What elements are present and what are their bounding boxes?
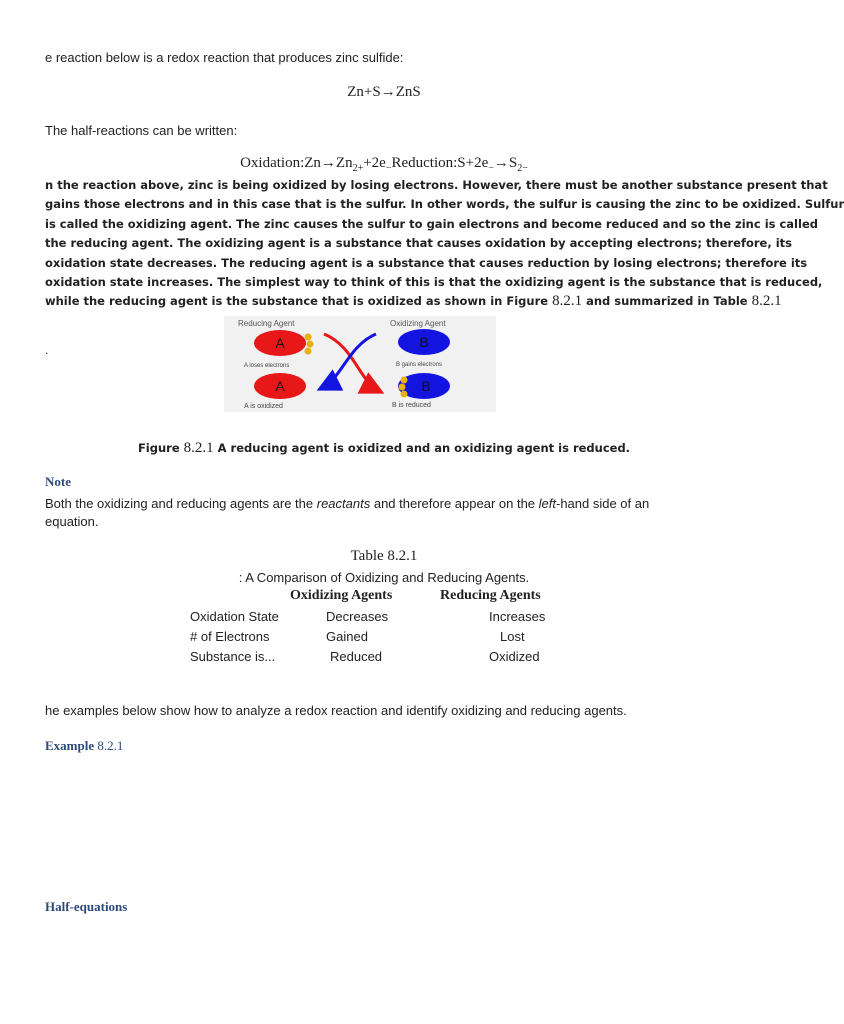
electron-icon: [305, 348, 312, 355]
electron-icon: [401, 377, 408, 384]
paragraph-line: the reducing agent. The oxidizing agent is a substance that causes oxidation by accepting electrons; therefore, its: [45, 236, 792, 251]
paragraph-line: oxidation state increases. The simplest way to think of this is that the oxidizing agent is the substance that is reduced,: [45, 275, 823, 290]
note-emphasis: reactants: [316, 496, 371, 511]
table-reference[interactable]: 8.2.1: [751, 293, 782, 310]
paragraph-line: n the reaction above, zinc is being oxidized by losing electrons. However, there must be another substance present that: [45, 178, 828, 192]
note-heading: Note: [45, 474, 71, 489]
eq2-sup-c: −: [488, 163, 494, 174]
note-text: and therefore appear on the: [370, 496, 539, 511]
note-body: [45, 495, 649, 531]
b-is-reduced-label: B is reduced: [392, 402, 431, 409]
table-header-oxidizing: Oxidizing Agents: [290, 588, 393, 603]
equation-zinc-sulfide: Zn+S→ZnS: [347, 84, 421, 100]
table-cell: Oxidized: [489, 649, 540, 664]
electron-icon: [399, 384, 406, 391]
paragraph-line: gains those electrons and in this case that is the sulfur. In other words, the sulfur is causing the zinc to be oxidized. Sulfur: [45, 197, 844, 212]
table-cell: Reduced: [330, 649, 383, 664]
paragraph-line: is called the oxidizing agent. The zinc causes the sulfur to gain electrons and become reduced and so the zinc is called: [45, 216, 818, 231]
eq2-part-c: Reduction:S+2e: [391, 155, 489, 171]
note-emphasis: left: [538, 496, 556, 511]
electron-icon: [307, 341, 314, 348]
table-row-label: Substance is...: [190, 649, 276, 664]
table-cell: Increases: [489, 609, 546, 624]
caption-text: A reducing agent is oxidized and an oxidizing agent is reduced.: [213, 441, 631, 455]
oxidizing-agent-label: Oxidizing Agent: [390, 319, 446, 328]
a-is-oxidized-label: A is oxidized: [244, 403, 283, 410]
redox-figure: [224, 316, 496, 412]
note-line: equation.: [45, 514, 99, 529]
table-cell: Decreases: [326, 609, 389, 624]
table-title: Table 8.2.1: [350, 548, 418, 564]
eq2-sub-d: 2−: [517, 163, 528, 174]
half-reactions-intro: The half-reactions can be written:: [45, 123, 238, 138]
b-gains-electrons-label: B gains electrons: [396, 362, 443, 368]
examples-intro: he examples below show how to analyze a redox reaction and identify oxidizing and reducing agents.: [45, 703, 627, 718]
paragraph-line-text: while the reducing agent is the substance that is oxidized as shown in Figure: [45, 294, 553, 309]
table-cell: Lost: [500, 629, 525, 644]
example-number: 8.2.1: [97, 738, 124, 753]
oxidizing-agent-b-letter: B: [419, 334, 429, 350]
caption-number: 8.2.1: [183, 440, 214, 456]
eq2-part-a: Oxidation:Zn→Zn: [240, 155, 353, 171]
paragraph-line: oxidation state decreases. The reducing agent is a substance that causes reduction by losing electrons; therefore its: [45, 255, 808, 270]
redox-diagram: [224, 316, 496, 412]
eq2-sup-a: 2+: [352, 163, 364, 174]
table-cell: Gained: [326, 629, 368, 644]
paragraph-line-text: and summarized in Table: [582, 294, 752, 309]
note-text: Both the oxidizing and reducing agents are the: [45, 496, 317, 511]
reduced-b-letter: B: [421, 378, 431, 394]
reducing-agent-a-letter: A: [275, 335, 285, 351]
table-header-reducing: Reducing Agents: [440, 588, 541, 603]
example-label: Example: [45, 738, 98, 753]
figure-caption: [0, 440, 768, 457]
electron-icon: [401, 391, 408, 398]
note-text: -hand side of an: [555, 496, 650, 511]
oxidized-a-letter: A: [275, 378, 285, 394]
eq2-part-d: →S: [493, 155, 518, 171]
red-transfer-arrow: [324, 334, 379, 391]
table-row-label: Oxidation State: [190, 609, 279, 624]
stray-period: .: [45, 343, 49, 357]
a-loses-electrons-label: A loses electrons: [244, 363, 290, 369]
electron-icon: [305, 334, 312, 341]
table-subtitle: : A Comparison of Oxidizing and Reducing Agents.: [238, 570, 530, 585]
half-reaction-equations: [0, 155, 768, 174]
explanation-paragraph: [45, 176, 844, 312]
comparison-table: [0, 588, 768, 668]
eq2-sup-b: −: [385, 163, 392, 174]
caption-prefix: Figure: [137, 441, 184, 455]
intro-text: e reaction below is a redox reaction that produces zinc sulfide:: [45, 50, 404, 65]
table-row-label: # of Electrons: [190, 629, 270, 644]
eq2-part-b: +2e: [363, 155, 386, 171]
example-heading: [45, 738, 123, 754]
half-equations-heading: Half-equations: [45, 899, 128, 914]
reducing-agent-label: Reducing Agent: [238, 319, 295, 328]
note-line: [45, 495, 649, 513]
paragraph-line: [45, 292, 782, 311]
figure-reference[interactable]: 8.2.1: [552, 293, 583, 310]
